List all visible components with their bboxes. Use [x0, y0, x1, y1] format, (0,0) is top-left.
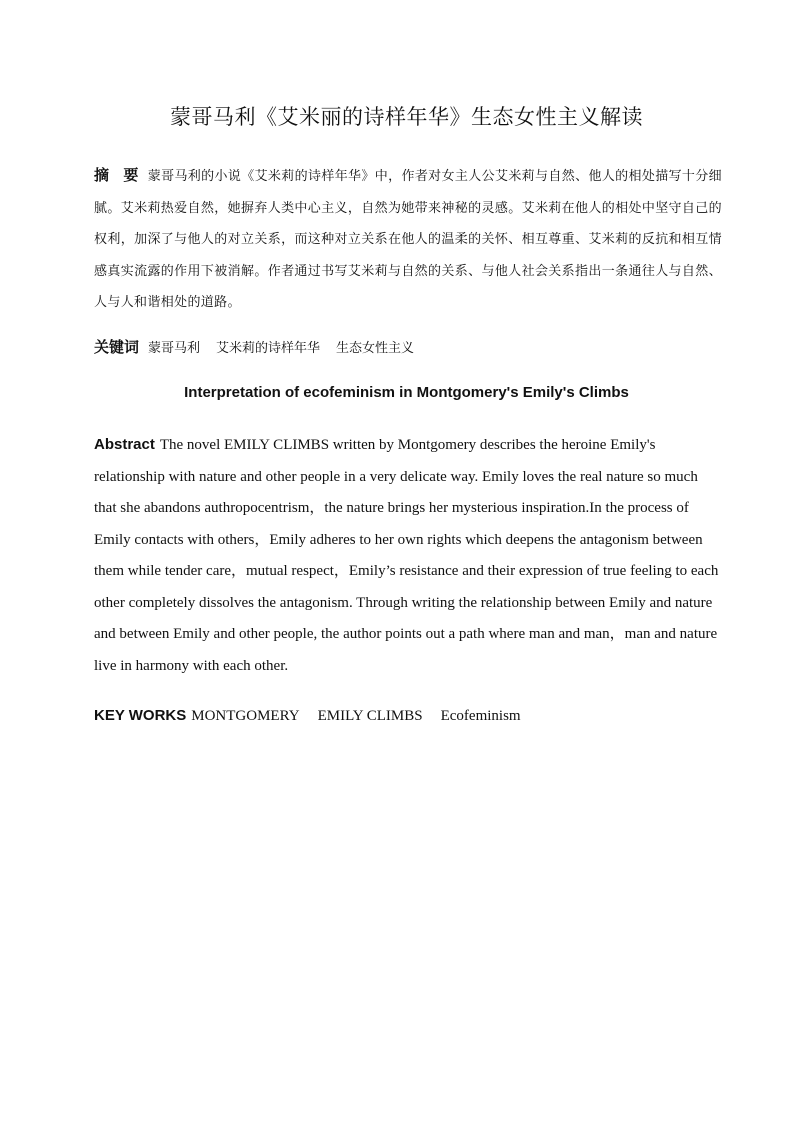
english-keyword: EMILY CLIMBS — [317, 708, 423, 724]
english-keyword: MONTGOMERY — [191, 708, 300, 724]
english-abstract-label: Abstract — [94, 436, 155, 453]
chinese-keywords-label: 关键词 — [94, 338, 140, 356]
chinese-abstract-label — [94, 166, 139, 184]
chinese-keyword: 蒙哥马利 — [148, 341, 201, 356]
chinese-keyword: 生态女性主义 — [336, 341, 415, 356]
english-keywords-label: KEY WORKS — [94, 707, 187, 724]
chinese-keywords — [94, 333, 722, 363]
chinese-abstract — [94, 160, 722, 319]
english-keywords — [94, 702, 722, 730]
chinese-abstract-text: 蒙哥马利的小说《艾米莉的诗样年华》中，作者对女主人公艾米莉与自然、他人的相处描写十分细腻。艾米莉热爱自然，她摒弃人类中心主义，自然为她带来神秘的灵感。艾米莉在他人的相处中坚守自己的权利，加深了与他人的对立关系，而这种对立关系在他人的温柔的关怀、相互尊重、艾米莉的反抗和相互情感真实流露的作用下被消解。作者通过书写艾米莉与自然的关系、与他人社会关系指出一条通往人与自然、人与人和谐相处的道路。 — [94, 169, 722, 310]
english-title: Interpretation of ecofeminism in Montgomery's Emily's Climbs — [184, 384, 629, 401]
english-keyword: Ecofeminism — [440, 708, 521, 724]
chinese-title: 蒙哥马利《艾米丽的诗样年华》生态女性主义解读 — [170, 105, 643, 129]
chinese-keyword: 艾米莉的诗样年华 — [216, 341, 321, 356]
abstract-label-char-2: 要 — [123, 166, 139, 184]
abstract-label-char-1: 摘 — [94, 166, 110, 184]
english-abstract — [94, 429, 722, 682]
english-abstract-text: The novel EMILY CLIMBS written by Montgomery describes the heroine Emily's relationship with nature and other people in a very delicate way. Emily loves the real nature so much that she abandons authropocentrism，the nature brings her mysterious inspiration.In the process of Emily contacts with others，Emily adheres to her own rights which deepens the antagonism between them while tender care，mutual respect，Emily’s resistance and their expression of true feeling to each other completely dissolves the antagonism. Through writing the relationship between Emily and nature and between Emily and other people, the author points out a path where man and man，man and nature live in harmony with each other. — [94, 437, 719, 674]
